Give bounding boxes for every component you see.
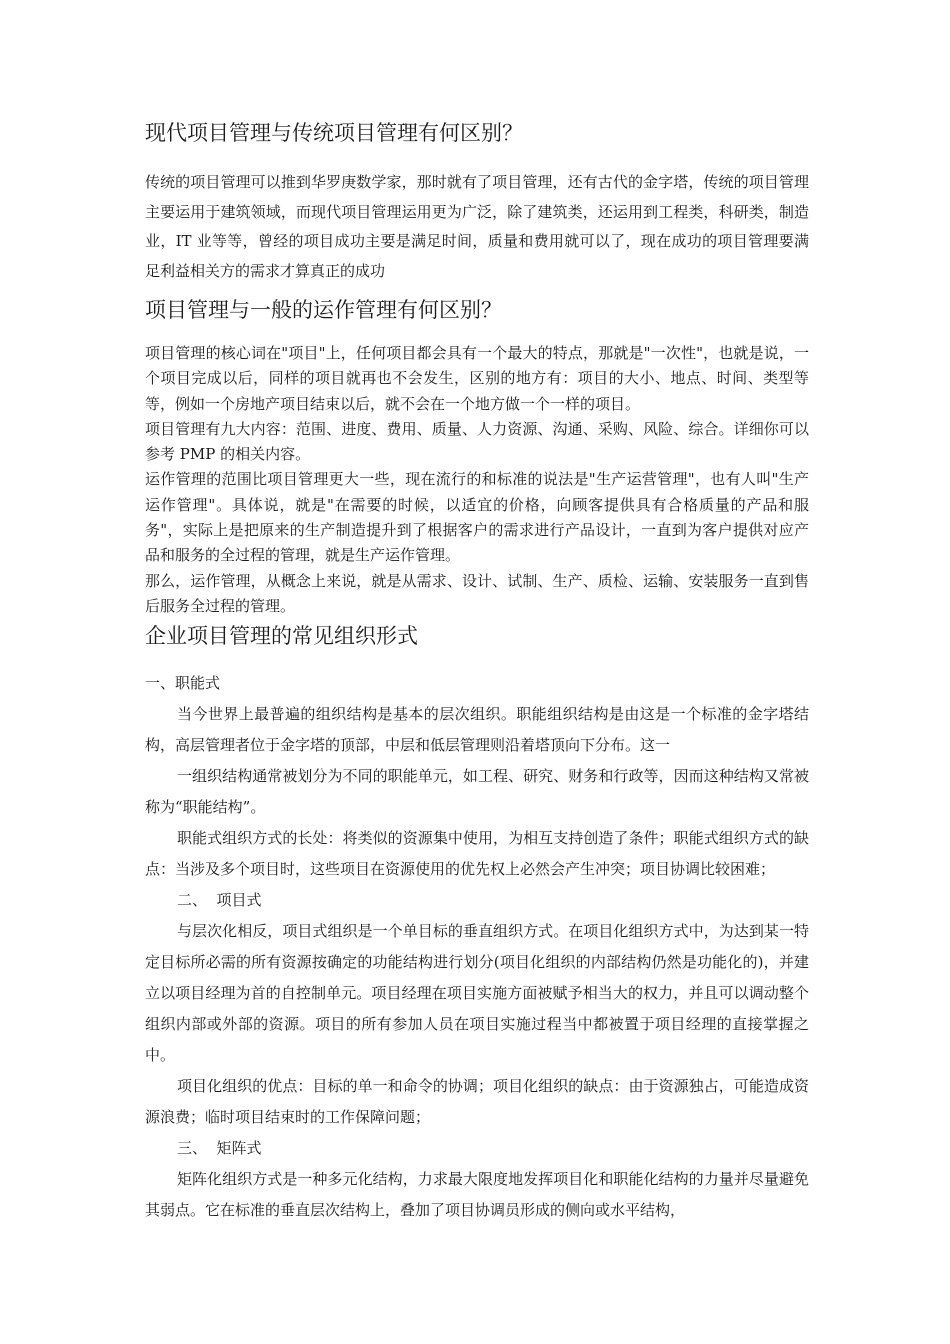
- section-body-org-forms: [145, 668, 809, 1226]
- paragraph: 矩阵化组织方式是一种多元化结构，力求最大限度地发挥项目化和职能化结构的力量并尽量避免其弱点。它在标准的垂直层次结构上，叠加了项目协调员形成的侧向或水平结构，: [145, 1170, 809, 1219]
- subsection-title-projectized: 二、 项目式: [177, 891, 262, 909]
- subsection-title-functional: 一、职能式: [145, 674, 221, 692]
- paragraph: 项目管理有九大内容：范围、进度、费用、质量、人力资源、沟通、采购、风险、综合。详细你可以参考 PMP 的相关内容。: [145, 419, 809, 464]
- paragraph: 项目化组织的优点：目标的单一和命令的协调；项目化组织的缺点：由于资源独占，可能造成资源浪费；临时项目结束时的工作保障问题；: [145, 1077, 809, 1126]
- paragraph: 一组织结构通常被划分为不同的职能单元，如工程、研究、财务和行政等，因而这种结构又常被称为“职能结构”。: [145, 767, 809, 816]
- section-body-modern-vs-traditional: [145, 168, 809, 286]
- section-heading-project-vs-operations: 项目管理与一般的运作管理有何区别？: [145, 298, 502, 322]
- paragraph: 当今世界上最普遍的组织结构是基本的层次组织。职能组织结构是由这是一个标准的金字塔结构，高层管理者位于金字塔的顶部，中层和低层管理则沿着塔顶向下分布。这一: [145, 705, 809, 754]
- subsection-title-matrix: 三、 矩阵式: [177, 1139, 262, 1157]
- section-body-project-vs-operations: [145, 341, 809, 619]
- paragraph: 运作管理的范围比项目管理更大一些，现在流行的和标准的说法是"生产运营管理"，也有人叫"生产运作管理"。具体说，就是"在需要的时候，以适宜的价格，向顾客提供具有合格质量的产品和服务"，实际上是把原来的生产制造提升到了根据客户的需求进行产品设计，一直到为客户提供对应产品和服务的全过程的管理，就是生产运作管理。: [145, 470, 809, 565]
- paragraph: 职能式组织方式的长处：将类似的资源集中使用，为相互支持创造了条件；职能式组织方式的缺点：当涉及多个项目时，这些项目在资源使用的优先权上必然会产生冲突；项目协调比较困难；: [145, 829, 809, 878]
- paragraph: 那么，运作管理，从概念上来说，就是从需求、设计、试制、生产、质检、运输、安装服务一直到售后服务全过程的管理。: [145, 571, 809, 615]
- section-heading-org-forms: 企业项目管理的常见组织形式: [145, 624, 418, 648]
- section-heading-modern-vs-traditional: 现代项目管理与传统项目管理有何区别？: [145, 121, 523, 145]
- paragraph: 传统的项目管理可以推到华罗庚数学家，那时就有了项目管理，还有古代的金字塔，传统的项目管理主要运用于建筑领域，而现代项目管理运用更为广泛，除了建筑类，还运用到工程类，科研类，制造业，IT 业等等，曾经的项目成功主要是满足时间，质量和费用就可以了，现在成功的项目管理要满足利益相关方的需求才算真正的成功: [145, 173, 809, 280]
- paragraph: 项目管理的核心词在"项目"上，任何项目都会具有一个最大的特点，那就是"一次性"，也就是说，一个项目完成以后，同样的项目就再也不会发生，区别的地方有：项目的大小、地点、时间、类型等等，例如一个房地产项目结束以后，就不会在一个地方做一个一样的项目。: [145, 344, 809, 413]
- paragraph: 与层次化相反，项目式组织是一个单目标的垂直组织方式。在项目化组织方式中，为达到某一特定目标所必需的所有资源按确定的功能结构进行划分(项目化组织的内部结构仍然是功能化的)，并建立以项目经理为首的自控制单元。项目经理在项目实施方面被赋予相当大的权力，并且可以调动整个组织内部或外部的资源。项目的所有参加人员在项目实施过程当中都被置于项目经理的直接掌握之中。: [145, 922, 809, 1064]
